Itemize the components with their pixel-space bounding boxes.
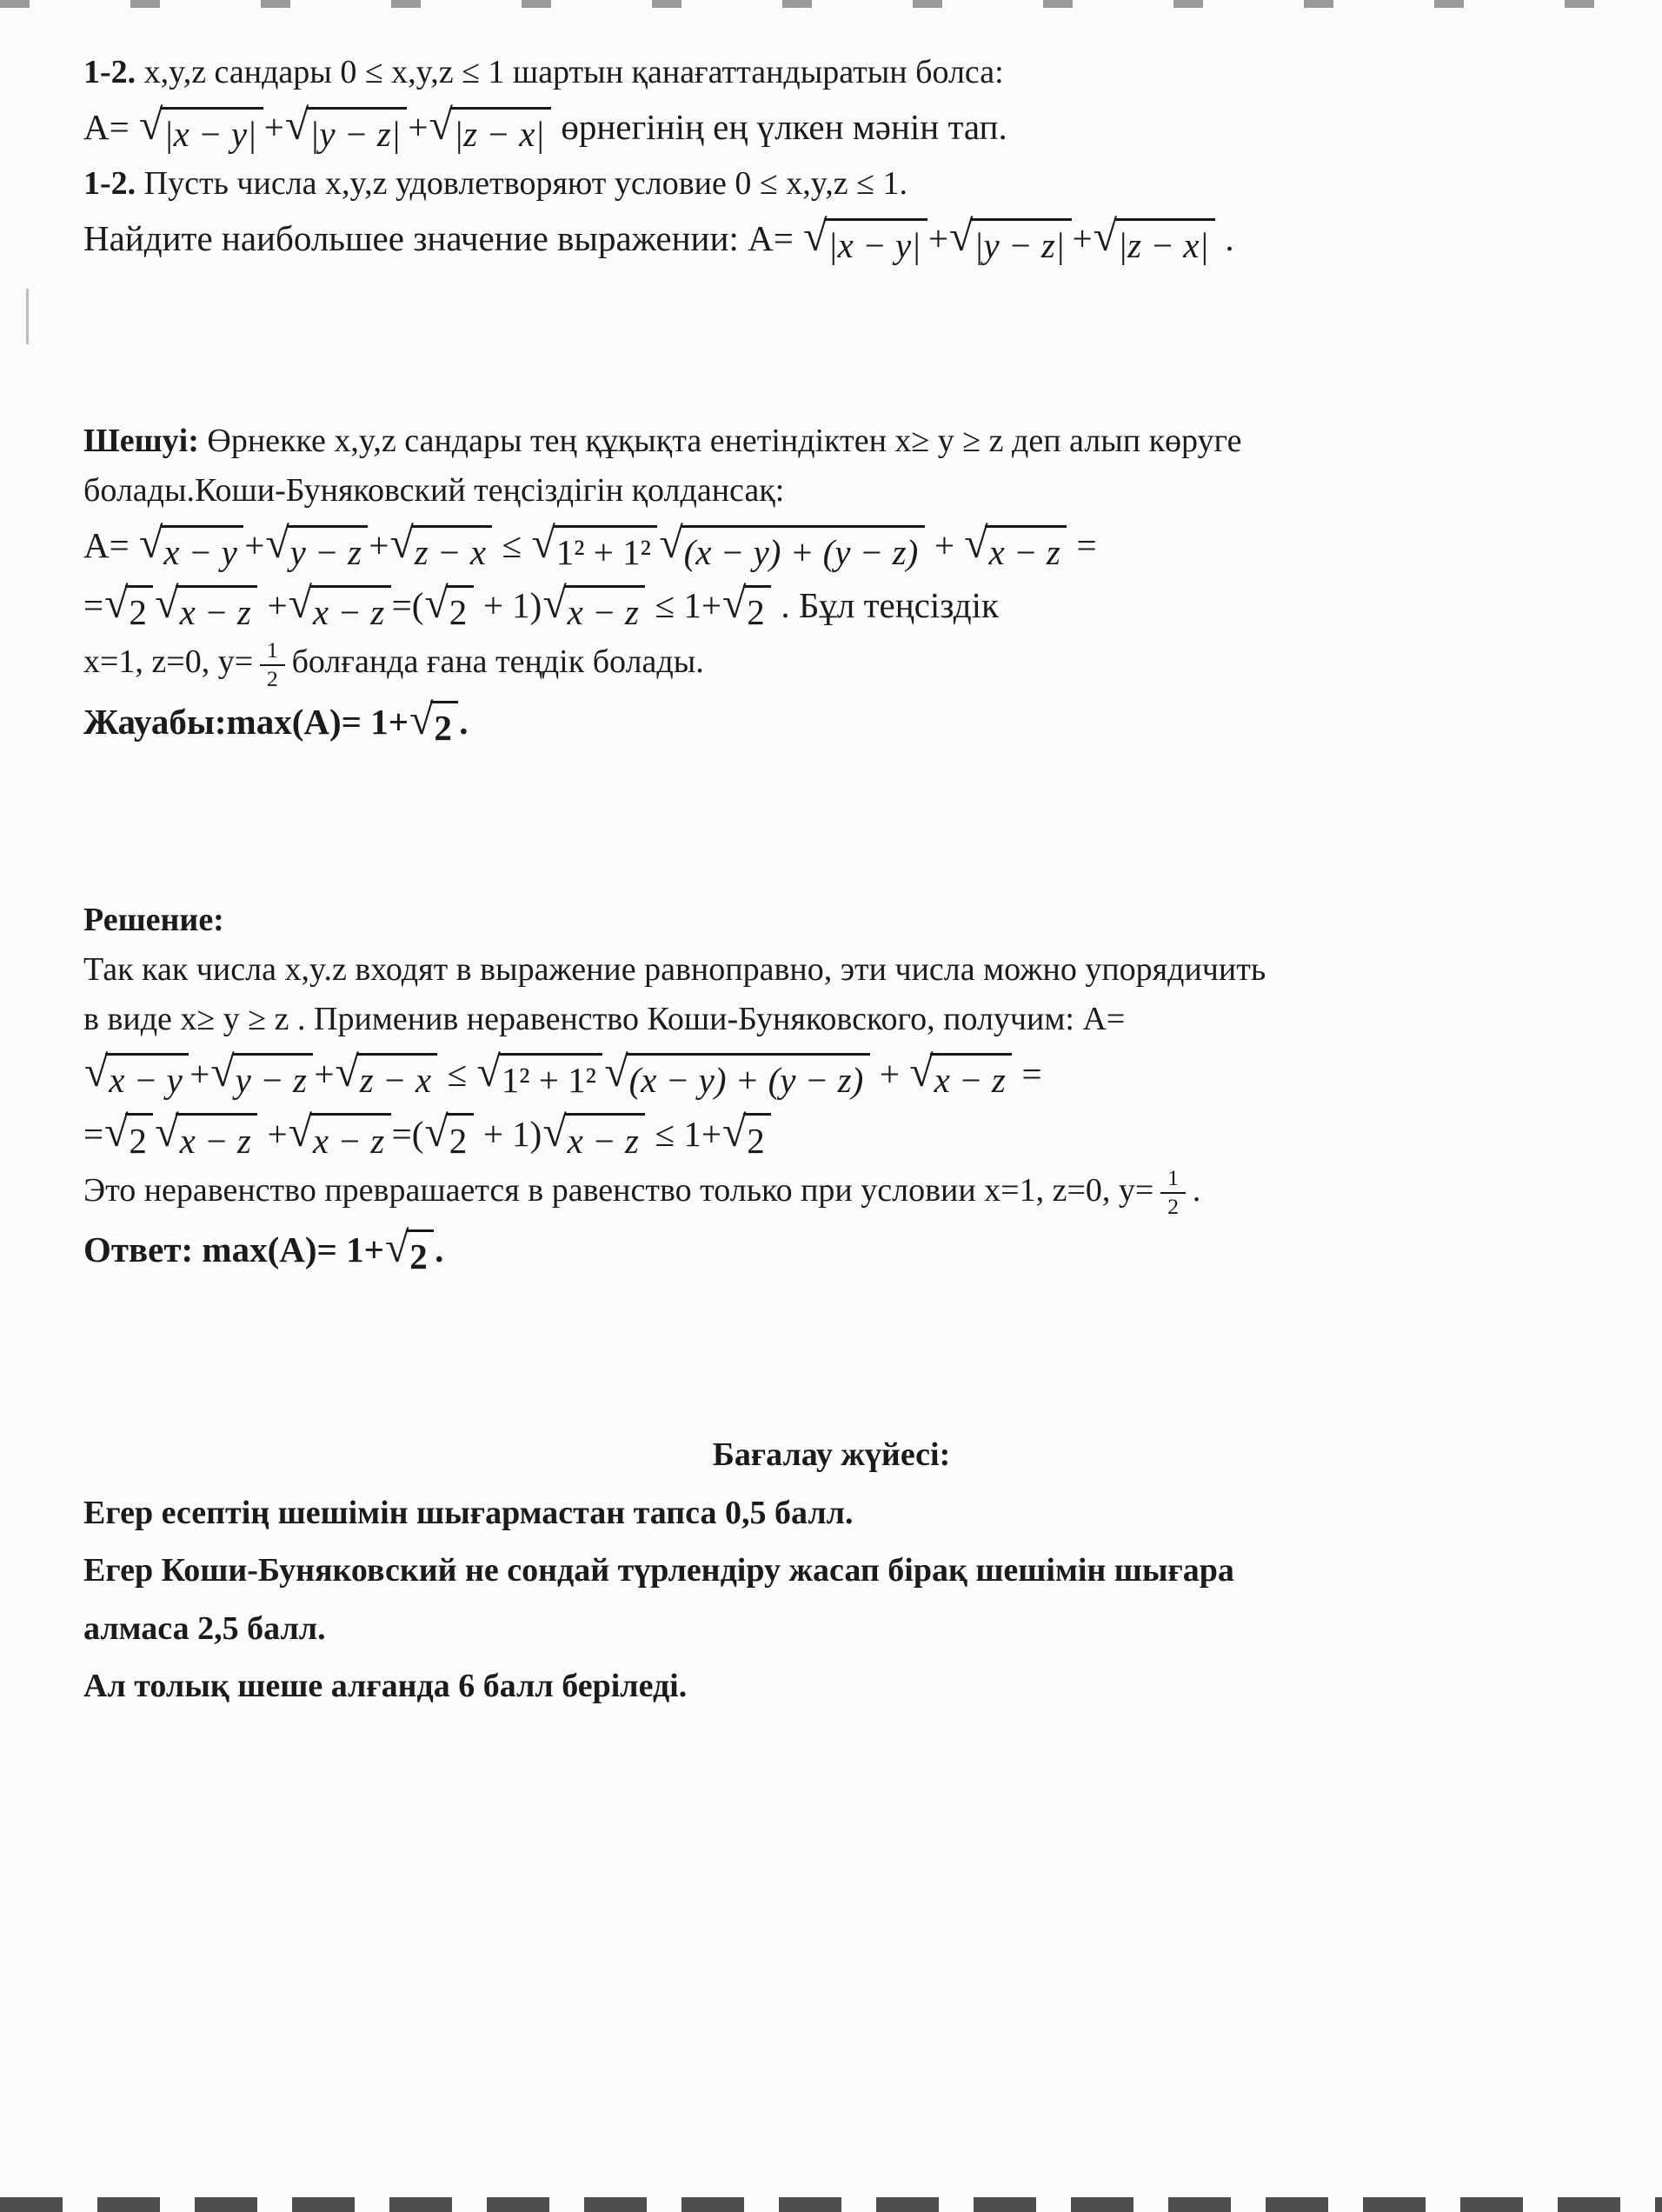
scan-noise-left-mark: [26, 289, 29, 344]
radicand: 2: [743, 585, 771, 636]
radical-sign-icon: √: [288, 1106, 313, 1156]
radicand: |y − z|: [306, 107, 407, 157]
problem-ru-formula: [83, 210, 1579, 269]
solution-kk-section: [83, 416, 1579, 751]
radicand: x − z: [564, 585, 646, 636]
sqrt-term: [335, 1046, 437, 1104]
problem-kk-intro: [83, 48, 1579, 97]
radical-sign-icon: √: [409, 694, 434, 743]
sqrt-term: [389, 520, 492, 576]
radical-sign-icon: √: [138, 518, 163, 568]
formula-text: + 1): [474, 585, 542, 626]
sqrt-term: [424, 1106, 473, 1164]
solution-ru-line2: в виде x≥ y ≥ z . Применив неравенство Коши-Буняковского, получим: А=: [83, 1000, 1126, 1037]
radicand: |x − y|: [160, 107, 263, 157]
solution-kk-equality-condition: [83, 637, 1579, 691]
sqrt-term: [721, 1106, 771, 1164]
radical-sign-icon: √: [803, 211, 828, 261]
radical-sign-icon: √: [155, 578, 179, 628]
radical-sign-icon: √: [424, 578, 449, 628]
radical-sign-icon: √: [424, 1106, 449, 1156]
formula-text: ≤ 1+: [646, 585, 721, 626]
solution-kk-line2: болады.Коши-Буняковский теңсіздігін қолдансақ:: [83, 472, 785, 510]
radicand: y − z: [232, 1053, 314, 1103]
radical-sign-icon: √: [604, 1046, 628, 1096]
sqrt-term: [964, 520, 1067, 576]
radical-sign-icon: √: [721, 1106, 747, 1156]
scan-noise-bottom-edge: [0, 2197, 1662, 2212]
radicand: x − z: [564, 1113, 646, 1163]
radicand: 2: [743, 1113, 771, 1163]
solution-kk-formula-1: [83, 517, 1579, 576]
solution-kk-formula-2: [83, 577, 1579, 636]
plus-sign: +: [927, 218, 948, 259]
problem-kk-intro-text: x,y,z сандары 0 ≤ x,y,z ≤ 1 шартын қанағаттандыратын болса:: [136, 54, 1004, 90]
sqrt-term: [210, 1046, 313, 1104]
answer-kk: [83, 694, 1579, 752]
sqrt-term: [155, 580, 257, 636]
formula-text: . Бұл теңсіздік: [772, 585, 999, 626]
sqrt-term: [542, 1106, 645, 1164]
radical-sign-icon: √: [389, 518, 414, 568]
radicand: x − z: [309, 1113, 391, 1163]
grading-item-2-line1: Егер Коши-Буняковский не сондай түрлендіру жасап бірақ шешімін шығара: [83, 1552, 1234, 1589]
grading-item-2: [83, 1542, 1579, 1657]
radicand: (x − y) + (y − z): [681, 525, 925, 576]
radicand: |z − x|: [1114, 218, 1215, 269]
formula-text: ≤ 1+: [646, 1113, 721, 1154]
radicand: 2: [406, 1229, 434, 1280]
fraction-denominator: 2: [1167, 1194, 1180, 1220]
grading-section: [83, 1426, 1579, 1716]
solution-ru-section: [83, 896, 1579, 1280]
answer-ru-text: Ответ: max(А)= 1+: [83, 1229, 384, 1270]
sqrt-term: [139, 520, 243, 576]
sqrt-term: [155, 1106, 257, 1164]
grading-item-3: Ал толық шеше алғанда 6 балл беріледі.: [83, 1668, 688, 1705]
formula-text: =(: [391, 1113, 424, 1154]
plus-sign: +: [314, 1053, 335, 1094]
grading-item-1: Егер есептің шешімін шығармастан тапса 0,5 балл.: [83, 1494, 854, 1531]
radical-sign-icon: √: [335, 1046, 359, 1096]
formula-prefix: Найдите наибольшее значение выражении: А=: [83, 218, 803, 259]
radical-sign-icon: √: [155, 1106, 179, 1156]
sqrt-term: [84, 1046, 189, 1104]
fraction-one-half: [1160, 1166, 1185, 1220]
sqrt-term: [409, 696, 458, 752]
fraction-numerator: 1: [260, 638, 284, 666]
plus-sign: +: [244, 525, 265, 566]
solution-ru-formula-2: [83, 1106, 1579, 1164]
fraction-denominator: 2: [266, 665, 278, 691]
sqrt-term: [104, 580, 153, 636]
solution-ru-line1: Так как числа x,y.z входят в выражение равноправно, эти числа можно упорядичить: [83, 950, 1266, 988]
radicand: |z − x|: [450, 107, 551, 157]
sqrt-term: [1094, 213, 1216, 269]
radicand: x − y: [160, 525, 243, 576]
condition-text-post: болғанда ғана теңдік болады.: [291, 643, 704, 681]
sqrt-term: [285, 102, 408, 157]
radical-sign-icon: √: [531, 518, 555, 568]
radicand: z − x: [411, 525, 493, 576]
formula-text: + 1): [474, 1113, 542, 1154]
radicand: x − z: [176, 1113, 257, 1163]
radical-sign-icon: √: [542, 1106, 567, 1156]
formula-text: +: [258, 585, 288, 626]
plus-sign: +: [369, 525, 389, 566]
problem-number-kk: 1-2.: [83, 54, 136, 90]
radicand: 2: [446, 585, 474, 636]
formula-text: +: [258, 1113, 288, 1154]
answer-kk-period: .: [459, 701, 469, 742]
fraction-numerator: 1: [1160, 1166, 1185, 1194]
radicand: x − y: [105, 1053, 189, 1103]
radical-sign-icon: √: [1093, 211, 1118, 261]
problem-kk-formula: [83, 99, 1579, 157]
formula-suffix: өрнегінің ең үлкен мәнін тап.: [552, 107, 1007, 147]
radical-sign-icon: √: [721, 578, 747, 628]
answer-kk-text: Жауабы:max(А)= 1+: [83, 701, 409, 742]
problem-number-ru: 1-2.: [83, 165, 136, 203]
equals-sign: =: [1067, 525, 1097, 566]
formula-text: =: [83, 1113, 104, 1154]
sqrt-term: [722, 580, 771, 636]
sqrt-term: [604, 1046, 869, 1104]
radical-sign-icon: √: [265, 518, 289, 568]
formula-prefix: А=: [83, 107, 138, 147]
plus-sign: +: [189, 1053, 210, 1094]
plus-sign: +: [870, 1053, 909, 1094]
radical-sign-icon: √: [284, 100, 309, 149]
radical-sign-icon: √: [84, 1046, 109, 1096]
radicand: 1² + 1²: [553, 525, 658, 576]
radicand: 2: [125, 585, 153, 636]
le-sign: ≤: [493, 525, 531, 566]
sqrt-term: [104, 1106, 153, 1164]
radicand: |x − y|: [824, 218, 927, 269]
radicand: (x − y) + (y − z): [626, 1053, 870, 1103]
radical-sign-icon: √: [476, 1046, 501, 1096]
equals-sign: =: [1013, 1053, 1042, 1094]
sqrt-term: [949, 213, 1072, 269]
problem-ru-intro-text: Пусть числа x,y,z удовлетворяют условие 0 ≤ x,y,z ≤ 1.: [136, 165, 907, 203]
grading-item-2-line2: алмаса 2,5 балл.: [83, 1609, 326, 1647]
sqrt-term: [429, 102, 552, 157]
problem-ru-intro: [83, 159, 1579, 209]
solution-kk-label: Шешуі:: [83, 423, 199, 460]
formula-text: =(: [391, 585, 424, 626]
sqrt-term: [289, 580, 391, 636]
radical-sign-icon: √: [909, 1046, 934, 1096]
formula-text: =: [83, 585, 104, 626]
radicand: |y − z|: [970, 218, 1071, 269]
solution-ru-label: Решение:: [83, 901, 224, 938]
radical-sign-icon: √: [384, 1223, 409, 1272]
radical-sign-icon: √: [288, 578, 313, 628]
sqrt-term: [288, 1106, 391, 1164]
radicand: x − z: [985, 525, 1067, 576]
radical-sign-icon: √: [964, 518, 988, 568]
radicand: 2: [125, 1113, 153, 1163]
radicand: 1² + 1²: [498, 1053, 603, 1103]
grading-title: Бағалау жүйесі:: [712, 1436, 951, 1474]
radical-sign-icon: √: [948, 211, 974, 261]
sqrt-term: [265, 520, 368, 576]
radical-sign-icon: √: [659, 518, 683, 568]
formula-prefix: А=: [83, 525, 138, 566]
solution-ru-paragraph: [83, 945, 1579, 1044]
formula-suffix: .: [1216, 218, 1234, 259]
radical-sign-icon: √: [429, 100, 453, 149]
plus-sign: +: [263, 107, 284, 147]
sqrt-term: [424, 580, 473, 636]
sqrt-term: [531, 520, 657, 576]
sqrt-term: [476, 1046, 602, 1104]
radicand: 2: [430, 701, 458, 751]
sqrt-term: [385, 1224, 434, 1280]
plus-sign: +: [925, 525, 964, 566]
le-sign: ≤: [438, 1053, 476, 1094]
condition-text: x=1, z=0, y=: [83, 643, 254, 681]
radical-sign-icon: √: [210, 1046, 235, 1096]
radicand: x − z: [176, 585, 257, 636]
radicand: x − z: [309, 585, 391, 636]
plus-sign: +: [1072, 218, 1093, 259]
plus-sign: +: [408, 107, 429, 147]
sqrt-term: [909, 1046, 1012, 1104]
scan-noise-top-edge: [0, 0, 1662, 8]
solution-ru-equality-condition: [83, 1166, 1579, 1220]
condition-text-post: .: [1192, 1171, 1201, 1209]
solution-ru-formula-1: [83, 1046, 1579, 1104]
radicand: y − z: [287, 525, 369, 576]
radical-sign-icon: √: [104, 1106, 129, 1156]
sqrt-term: [803, 213, 927, 269]
radicand: 2: [446, 1113, 474, 1163]
radicand: z − x: [356, 1053, 438, 1103]
solution-kk-text1: Өрнекке x,y,z сандары тең құқықта енетіндіктен x≥ y ≥ z деп алып көруге: [198, 423, 1242, 460]
answer-ru-period: .: [435, 1229, 444, 1270]
radical-sign-icon: √: [104, 578, 129, 628]
condition-text: Это неравенство преврашается в равенство только при условии x=1, z=0, y=: [83, 1171, 1154, 1209]
fraction-one-half: [260, 638, 284, 692]
radical-sign-icon: √: [542, 578, 567, 628]
sqrt-term: [542, 580, 645, 636]
sqrt-term: [139, 102, 263, 157]
radical-sign-icon: √: [138, 100, 163, 149]
answer-ru: [83, 1222, 1579, 1280]
solution-kk-line1: [83, 416, 1579, 466]
solution-kk-paragraph: [83, 416, 1579, 516]
radicand: x − z: [930, 1053, 1012, 1103]
sqrt-term: [659, 520, 924, 576]
